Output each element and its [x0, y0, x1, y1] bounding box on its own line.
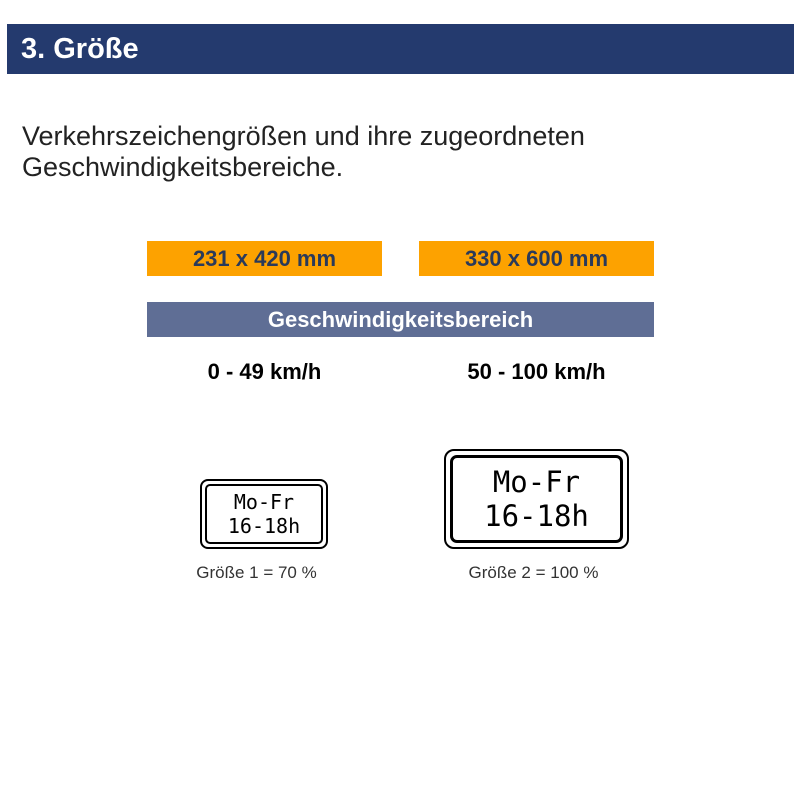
section-header — [7, 24, 794, 74]
sign-1-line-1: Mo-Fr — [233, 490, 295, 514]
sign-1-line-2: 16-18h — [227, 514, 301, 538]
traffic-sign-size-1 — [200, 479, 328, 549]
intro-text: Verkehrszeichengrößen und ihre zugeordneten Geschwindigkeitsbereiche. — [22, 121, 585, 182]
sign-2-line-1: Mo-Fr — [492, 465, 581, 499]
sign-2-line-2: 16-18h — [484, 499, 589, 533]
section-title: 3. Größe — [21, 33, 139, 65]
speed-value-1: 0 - 49 km/h — [207, 359, 322, 384]
traffic-sign-size-2 — [444, 449, 629, 549]
size-label-1: 231 x 420 mm — [147, 241, 382, 276]
speed-range-header: Geschwindigkeitsbereich — [147, 302, 654, 337]
size-label-2: 330 x 600 mm — [419, 241, 654, 276]
speed-value-2: 50 - 100 km/h — [467, 359, 606, 384]
sign-caption-2: Größe 2 = 100 % — [468, 563, 599, 582]
sign-caption-1: Größe 1 = 70 % — [196, 563, 317, 582]
